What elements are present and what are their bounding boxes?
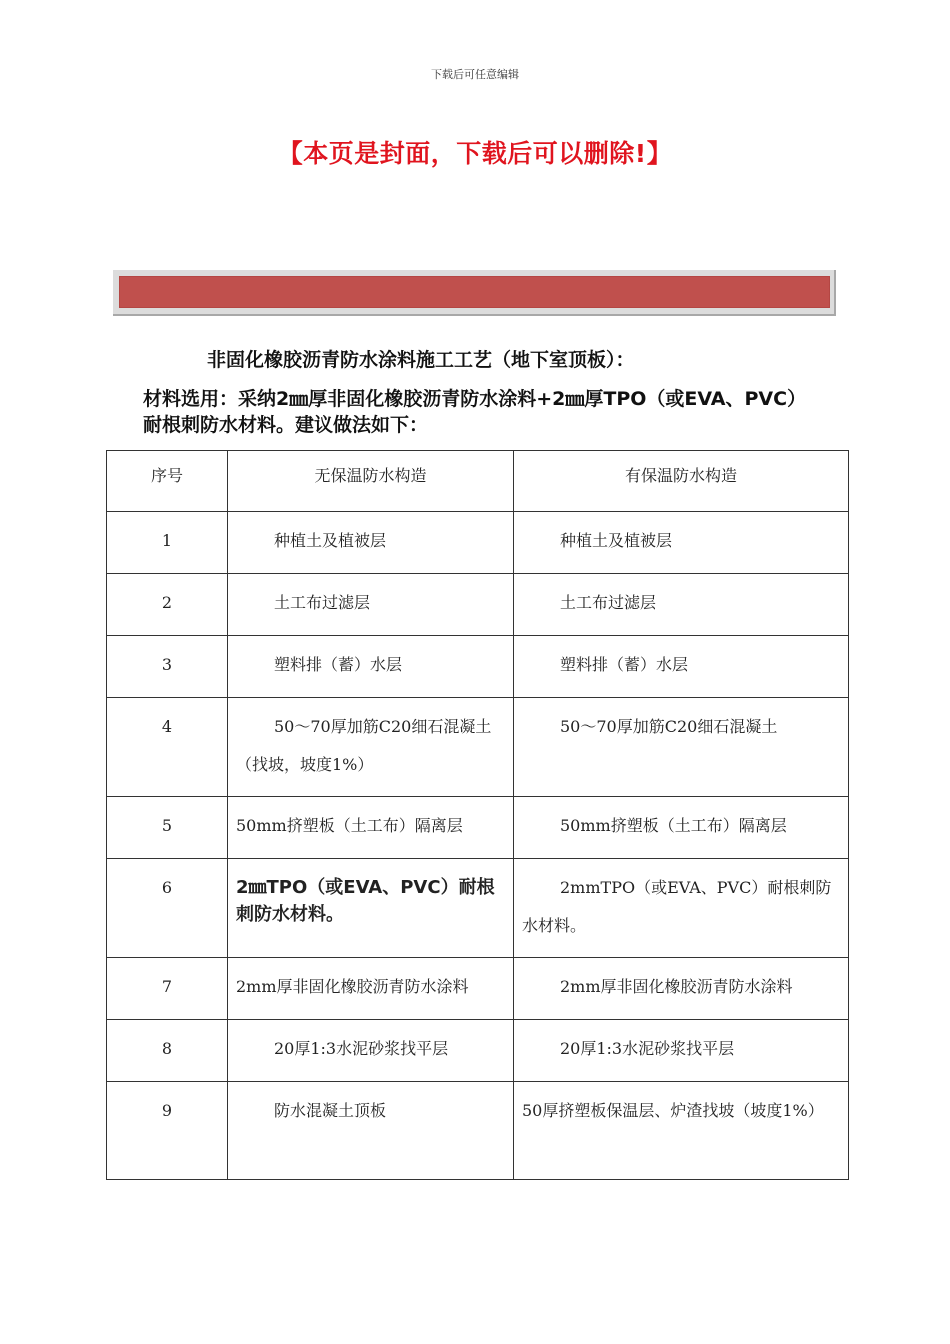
row-number: 8 [107,1020,228,1082]
row-number: 9 [107,1082,228,1180]
cell-with-insulation: 50mm挤塑板（土工布）隔离层 [514,797,849,859]
cell-no-insulation: 50mm挤塑板（土工布）隔离层 [228,797,514,859]
cell-no-insulation: 土工布过滤层 [228,574,514,636]
cover-notice: 【本页是封面，下载后可以删除!】 [277,139,673,168]
table-row [107,1082,849,1180]
row-number: 7 [107,958,228,1020]
material-selection: 材料选用：采纳2㎜厚非固化橡胶沥青防水涂料+2㎜厚TPO（或EVA、PVC）耐根刺防水材料。建议做法如下： [143,388,807,436]
row-number: 1 [107,512,228,574]
table-row [107,1020,849,1082]
cell-with-insulation: 土工布过滤层 [514,574,849,636]
table-row [107,574,849,636]
cell-with-insulation: 20厚1:3水泥砂浆找平层 [514,1020,849,1082]
table-row [107,797,849,859]
cell-with-insulation: 种植土及植被层 [514,512,849,574]
row-number: 6 [107,859,228,958]
header-with-insulation: 有保温防水构造 [514,451,849,512]
cell-no-insulation: 20厚1:3水泥砂浆找平层 [228,1020,514,1082]
row-number: 3 [107,636,228,698]
header-no: 序号 [107,451,228,512]
decorative-banner [119,276,830,308]
cell-with-insulation: 50厚挤塑板保温层、炉渣找坡（坡度1%） [514,1082,849,1180]
table-row [107,636,849,698]
cell-no-insulation: 2mm厚非固化橡胶沥青防水涂料 [228,958,514,1020]
cell-with-insulation: 塑料排（蓄）水层 [514,636,849,698]
cell-with-insulation: 2mmTPO（或EVA、PVC）耐根刺防水材料。 [514,859,849,958]
cell-no-insulation: 2㎜TPO（或EVA、PVC）耐根刺防水材料。 [228,859,514,958]
cell-no-insulation: 防水混凝土顶板 [228,1082,514,1180]
table-row [107,958,849,1020]
row-number: 4 [107,698,228,797]
table-header-row [107,451,849,512]
cell-no-insulation: 塑料排（蓄）水层 [228,636,514,698]
cell-no-insulation: 种植土及植被层 [228,512,514,574]
table-row [107,859,849,958]
table-row [107,698,849,797]
row-number: 2 [107,574,228,636]
header-note: 下载后可任意编辑 [431,68,519,81]
cell-with-insulation: 2mm厚非固化橡胶沥青防水涂料 [514,958,849,1020]
cell-no-insulation: 50～70厚加筋C20细石混凝土（找坡，坡度1%） [228,698,514,797]
row-number: 5 [107,797,228,859]
table-row [107,512,849,574]
document-title: 非固化橡胶沥青防水涂料施工工艺（地下室顶板）： [207,349,635,371]
construction-table [106,450,849,1180]
header-no-insulation: 无保温防水构造 [228,451,514,512]
cell-with-insulation: 50～70厚加筋C20细石混凝土 [514,698,849,797]
